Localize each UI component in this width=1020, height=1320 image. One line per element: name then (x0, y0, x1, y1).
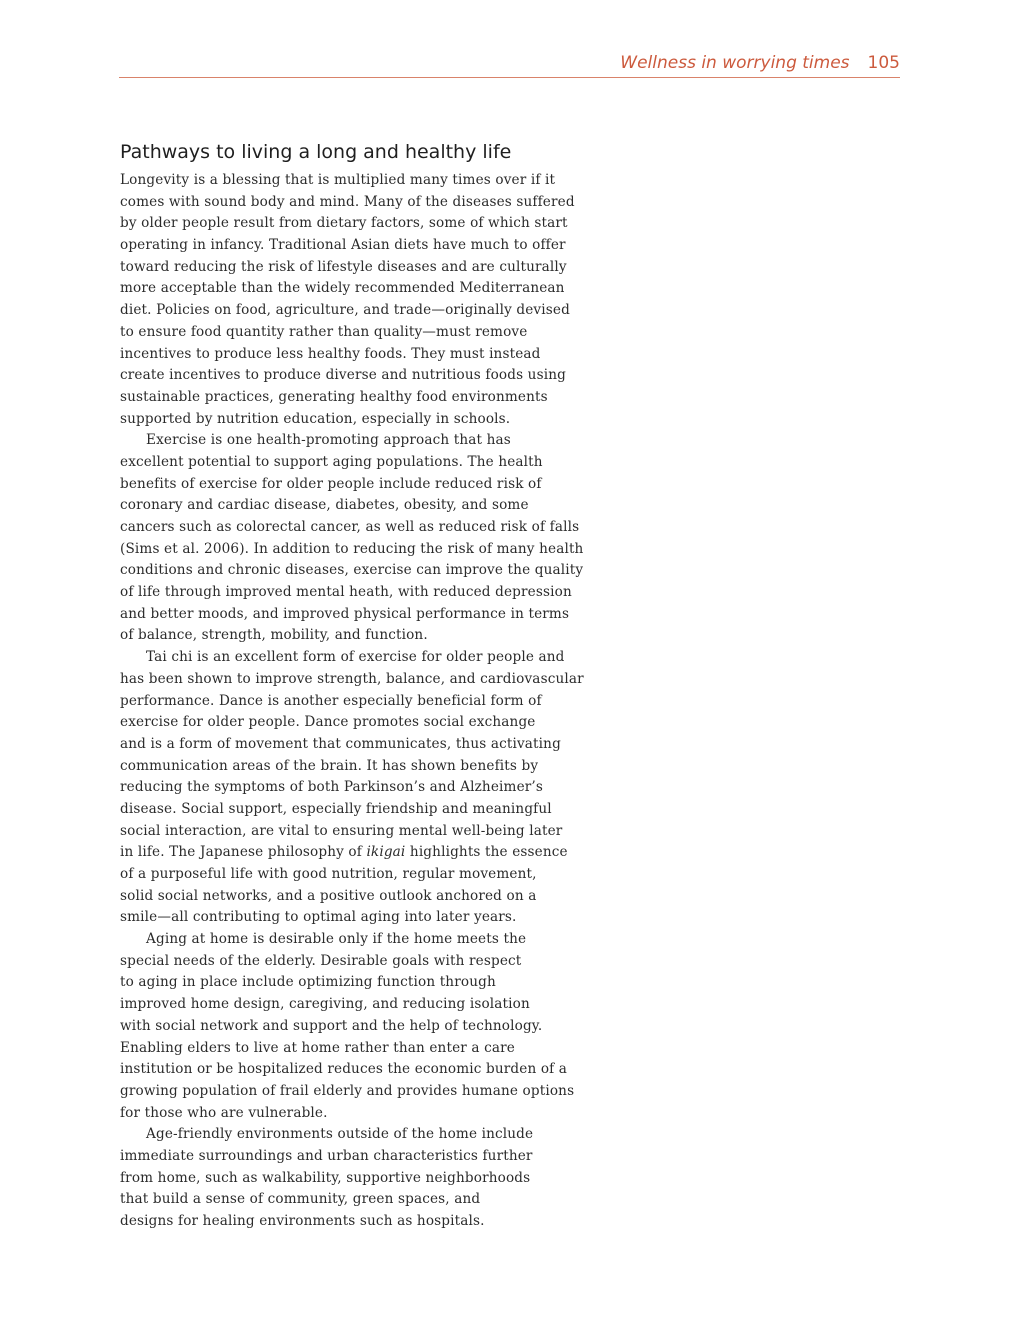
text-line: designs for healing environments such as hospitals. (120, 1213, 485, 1229)
text-line: improved home design, caregiving, and reducing isolation (120, 996, 530, 1013)
text-line: disease. Social support, especially friendship and meaningful (120, 800, 552, 817)
text-line: supported by nutrition education, especially in schools. (120, 410, 511, 427)
italic-term: ikigai (366, 844, 406, 861)
paragraph-first-line: Tai chi is an excellent form of exercise for older people and (146, 649, 565, 666)
page-number: 105 (867, 53, 900, 73)
text-line: social interaction, are vital to ensuring mental well-being later (120, 822, 563, 839)
text-line: from home, such as walkability, supportive neighborhoods (120, 1169, 531, 1186)
text-line: of balance, strength, mobility, and function. (120, 627, 428, 644)
text-line: for those who are vulnerable. (120, 1104, 328, 1121)
text-line: immediate surroundings and urban characteristics further (120, 1147, 533, 1164)
paragraph-first-line: Exercise is one health-promoting approach that has (146, 432, 511, 449)
text-line: cancers such as colorectal cancer, as well as reduced risk of falls (120, 519, 580, 535)
running-head-title: Wellness in worrying times (620, 53, 850, 73)
text-line: communication areas of the brain. It has shown benefits by (120, 757, 539, 774)
text-line-with-italic (120, 842, 600, 864)
text-line: Enabling elders to live at home rather than enter a care (120, 1039, 515, 1056)
paragraph-first-line: Aging at home is desirable only if the home meets the (146, 931, 527, 948)
text-line: excellent potential to support aging populations. The health (120, 453, 543, 470)
text-line: more acceptable than the widely recommended Mediterranean (120, 280, 565, 297)
text-line: and better moods, and improved physical performance in terms (120, 605, 570, 622)
text-segment: highlights the essence (405, 844, 568, 861)
text-line: sustainable practices, generating healthy food environments (120, 388, 548, 405)
text-line: diet. Policies on food, agriculture, and trade—originally devised (120, 302, 570, 319)
text-line: and is a form of movement that communicates, thus activating (120, 735, 561, 752)
text-line: to ensure food quantity rather than quality—must remove (120, 323, 528, 340)
text-line: exercise for older people. Dance promotes social exchange (120, 714, 536, 731)
text-line: (Sims et al. 2006). In addition to reducing the risk of many health (120, 540, 584, 557)
text-line: to aging in place include optimizing function through (120, 974, 496, 991)
text-line: incentives to produce less healthy foods. They must instead (120, 345, 541, 362)
text-line: performance. Dance is another especially beneficial form of (120, 692, 542, 709)
text-line: comes with sound body and mind. Many of the diseases suffered (120, 193, 575, 210)
text-line: institution or be hospitalized reduces the economic burden of a (120, 1061, 568, 1078)
text-line: Longevity is a blessing that is multiplied many times over if it (120, 172, 556, 188)
body-text (120, 170, 600, 1233)
text-line: of life through improved mental heath, with reduced depression (120, 584, 572, 601)
text-line: has been shown to improve strength, balance, and cardiovascular (120, 670, 584, 687)
text-line: benefits of exercise for older people include reduced risk of (120, 475, 542, 492)
text-line: create incentives to produce diverse and nutritious foods using (120, 367, 566, 384)
text-line: that build a sense of community, green spaces, and (120, 1191, 481, 1208)
text-line: growing population of frail elderly and provides humane options (120, 1082, 575, 1099)
text-line: with social network and support and the help of technology. (120, 1017, 543, 1034)
text-line: smile—all contributing to optimal aging into later years. (120, 909, 517, 926)
text-line: by older people result from dietary factors, some of which start (120, 215, 568, 232)
text-segment: in life. The Japanese philosophy of (120, 844, 362, 861)
text-line: reducing the symptoms of both Parkinson’s and Alzheimer’s (120, 779, 544, 796)
paragraph-first-line: Age-friendly environments outside of the home include (146, 1126, 534, 1143)
text-line: coronary and cardiac disease, diabetes, obesity, and some (120, 497, 529, 514)
text-line: operating in infancy. Traditional Asian diets have much to offer (120, 237, 566, 254)
text-line: of a purposeful life with good nutrition, regular movement, (120, 866, 537, 882)
text-line: conditions and chronic diseases, exercise can improve the quality (120, 562, 584, 579)
text-line: solid social networks, and a positive outlook anchored on a (120, 887, 537, 904)
section-heading: Pathways to living a long and healthy life (120, 141, 512, 163)
text-line: special needs of the elderly. Desirable goals with respect (120, 952, 522, 969)
text-line: toward reducing the risk of lifestyle diseases and are culturally (120, 258, 567, 275)
running-head (119, 50, 900, 78)
